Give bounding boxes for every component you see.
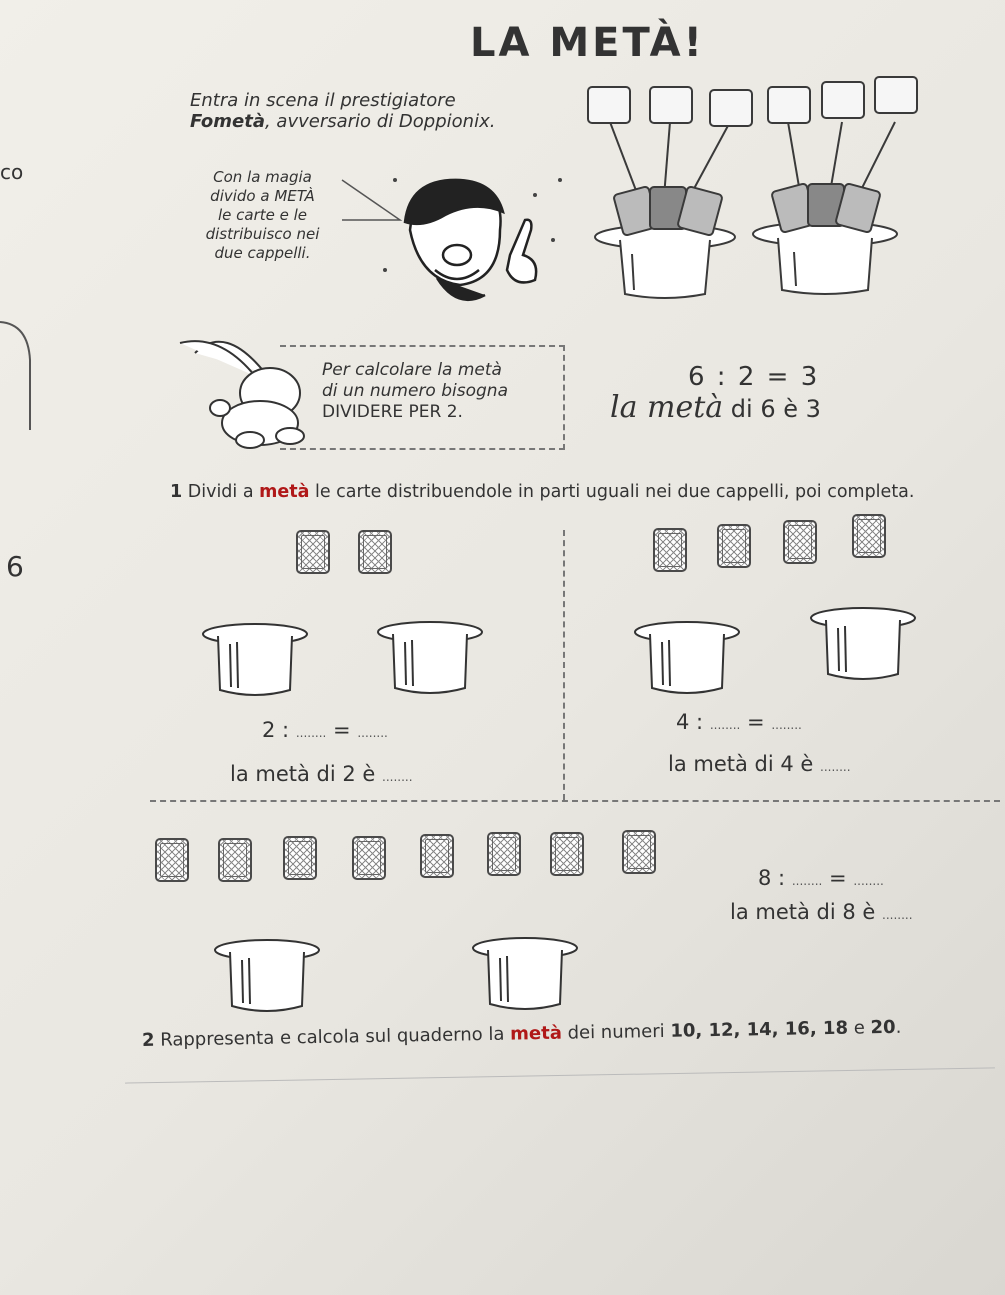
rule-line-1: Per calcolare la metà (322, 360, 502, 380)
rule-line-2: di un numero bisogna (322, 381, 508, 401)
answer-blank[interactable]: ........ (820, 760, 851, 774)
equals-sign: = (333, 718, 351, 742)
exercise-2-last-number: 20 (870, 1016, 896, 1039)
exercise-1-text-before: Dividi a (182, 482, 260, 502)
intro-text (190, 90, 495, 132)
exercise-1-number: 1 (170, 482, 183, 502)
intro-line-2-rest: , avversario di Doppionix. (264, 111, 496, 132)
answer-blank[interactable]: ........ (709, 718, 741, 732)
exercise-1-keyword: metà (259, 482, 310, 502)
equals-sign: = (829, 866, 847, 890)
playing-card[interactable] (622, 830, 656, 874)
panel-divider-vertical (563, 530, 565, 800)
top-hat-icon[interactable] (200, 622, 310, 702)
rabbit-icon (175, 318, 315, 458)
magician-face-illustration (375, 160, 575, 315)
playing-card[interactable] (487, 832, 521, 876)
top-hat-icon[interactable] (632, 620, 742, 700)
answer-blank[interactable]: ........ (882, 908, 913, 922)
top-hat-icon[interactable] (808, 606, 918, 686)
bubble-line-3: le carte e le (217, 206, 308, 224)
exercise-2-instruction (142, 1017, 902, 1051)
answer-blank[interactable]: ........ (853, 874, 884, 888)
playing-card[interactable] (653, 528, 687, 572)
panel-8-equation (758, 866, 884, 890)
panel-8-sentence (730, 900, 913, 924)
exercise-2-number: 2 (141, 1029, 155, 1051)
exercise-2-keyword: metà (509, 1022, 563, 1045)
footer-line (125, 1067, 995, 1083)
exercise-2-joiner: e (847, 1017, 871, 1039)
magician-hats-illustration (570, 72, 1000, 312)
panel-2-equation (262, 718, 388, 742)
answer-blank[interactable]: ........ (357, 726, 388, 740)
handwritten-la-meta: la metà (610, 390, 724, 425)
playing-card[interactable] (155, 838, 189, 882)
example-sentence-rest: di 6 è 3 (723, 395, 821, 423)
exercise-2-end: . (895, 1016, 902, 1038)
playing-card[interactable] (283, 836, 317, 880)
bubble-line-1: Con la magia (213, 168, 312, 186)
margin-number: 6 (6, 550, 24, 583)
playing-card[interactable] (358, 530, 392, 574)
equation-start: 2 : (262, 718, 290, 742)
rule-line-3: DIVIDERE PER 2. (322, 402, 463, 422)
playing-card[interactable] (420, 834, 454, 878)
margin-bracket-icon (0, 320, 40, 440)
sentence-text: la metà di 8 è (730, 900, 876, 924)
exercise-2-text-before: Rappresenta e calcola sul quaderno la (154, 1023, 511, 1051)
exercise-1-instruction (170, 482, 914, 502)
exercise-1-text-after: le carte distribuendole in parti uguali nei due cappelli, poi completa. (309, 482, 915, 502)
equation-start: 4 : (676, 710, 704, 734)
example-equation: 6 : 2 = 3 (688, 362, 820, 392)
answer-blank[interactable]: ........ (771, 718, 802, 732)
playing-card[interactable] (296, 530, 330, 574)
top-hat-icon[interactable] (375, 620, 485, 700)
speech-bubble (180, 168, 345, 263)
equals-sign: = (747, 710, 765, 734)
sentence-text: la metà di 4 è (668, 752, 814, 776)
playing-card[interactable] (352, 836, 386, 880)
character-name: Fometà (190, 111, 265, 132)
top-hat-icon[interactable] (212, 938, 322, 1018)
panel-4-sentence (668, 752, 851, 776)
playing-card[interactable] (717, 524, 751, 568)
playing-card[interactable] (852, 514, 886, 558)
playing-card[interactable] (218, 838, 252, 882)
exercise-2-numbers: 10, 12, 14, 16, 18 (670, 1017, 849, 1042)
rule-text (322, 360, 508, 423)
panel-4-equation (676, 710, 802, 734)
page-title: LA METÀ! (470, 20, 705, 66)
playing-card[interactable] (550, 832, 584, 876)
answer-blank[interactable]: ........ (791, 874, 823, 888)
equation-start: 8 : (758, 866, 786, 890)
answer-blank[interactable]: ........ (295, 726, 327, 740)
bubble-line-4: distribuisco nei (205, 225, 320, 243)
intro-line-2 (190, 111, 495, 132)
bubble-line-5: due cappelli. (214, 244, 311, 262)
bubble-line-2: divido a METÀ (210, 187, 315, 205)
intro-line-1: Entra in scena il prestigiatore (190, 90, 456, 111)
answer-blank[interactable]: ........ (382, 770, 413, 784)
panel-2-sentence (230, 762, 413, 786)
exercise-2-text-mid: dei numeri (561, 1020, 671, 1044)
playing-card[interactable] (783, 520, 817, 564)
top-hat-icon[interactable] (470, 936, 580, 1016)
sentence-text: la metà di 2 è (230, 762, 376, 786)
example-sentence (610, 390, 821, 425)
panel-divider-horizontal (150, 800, 1000, 802)
margin-text: co (0, 160, 24, 184)
